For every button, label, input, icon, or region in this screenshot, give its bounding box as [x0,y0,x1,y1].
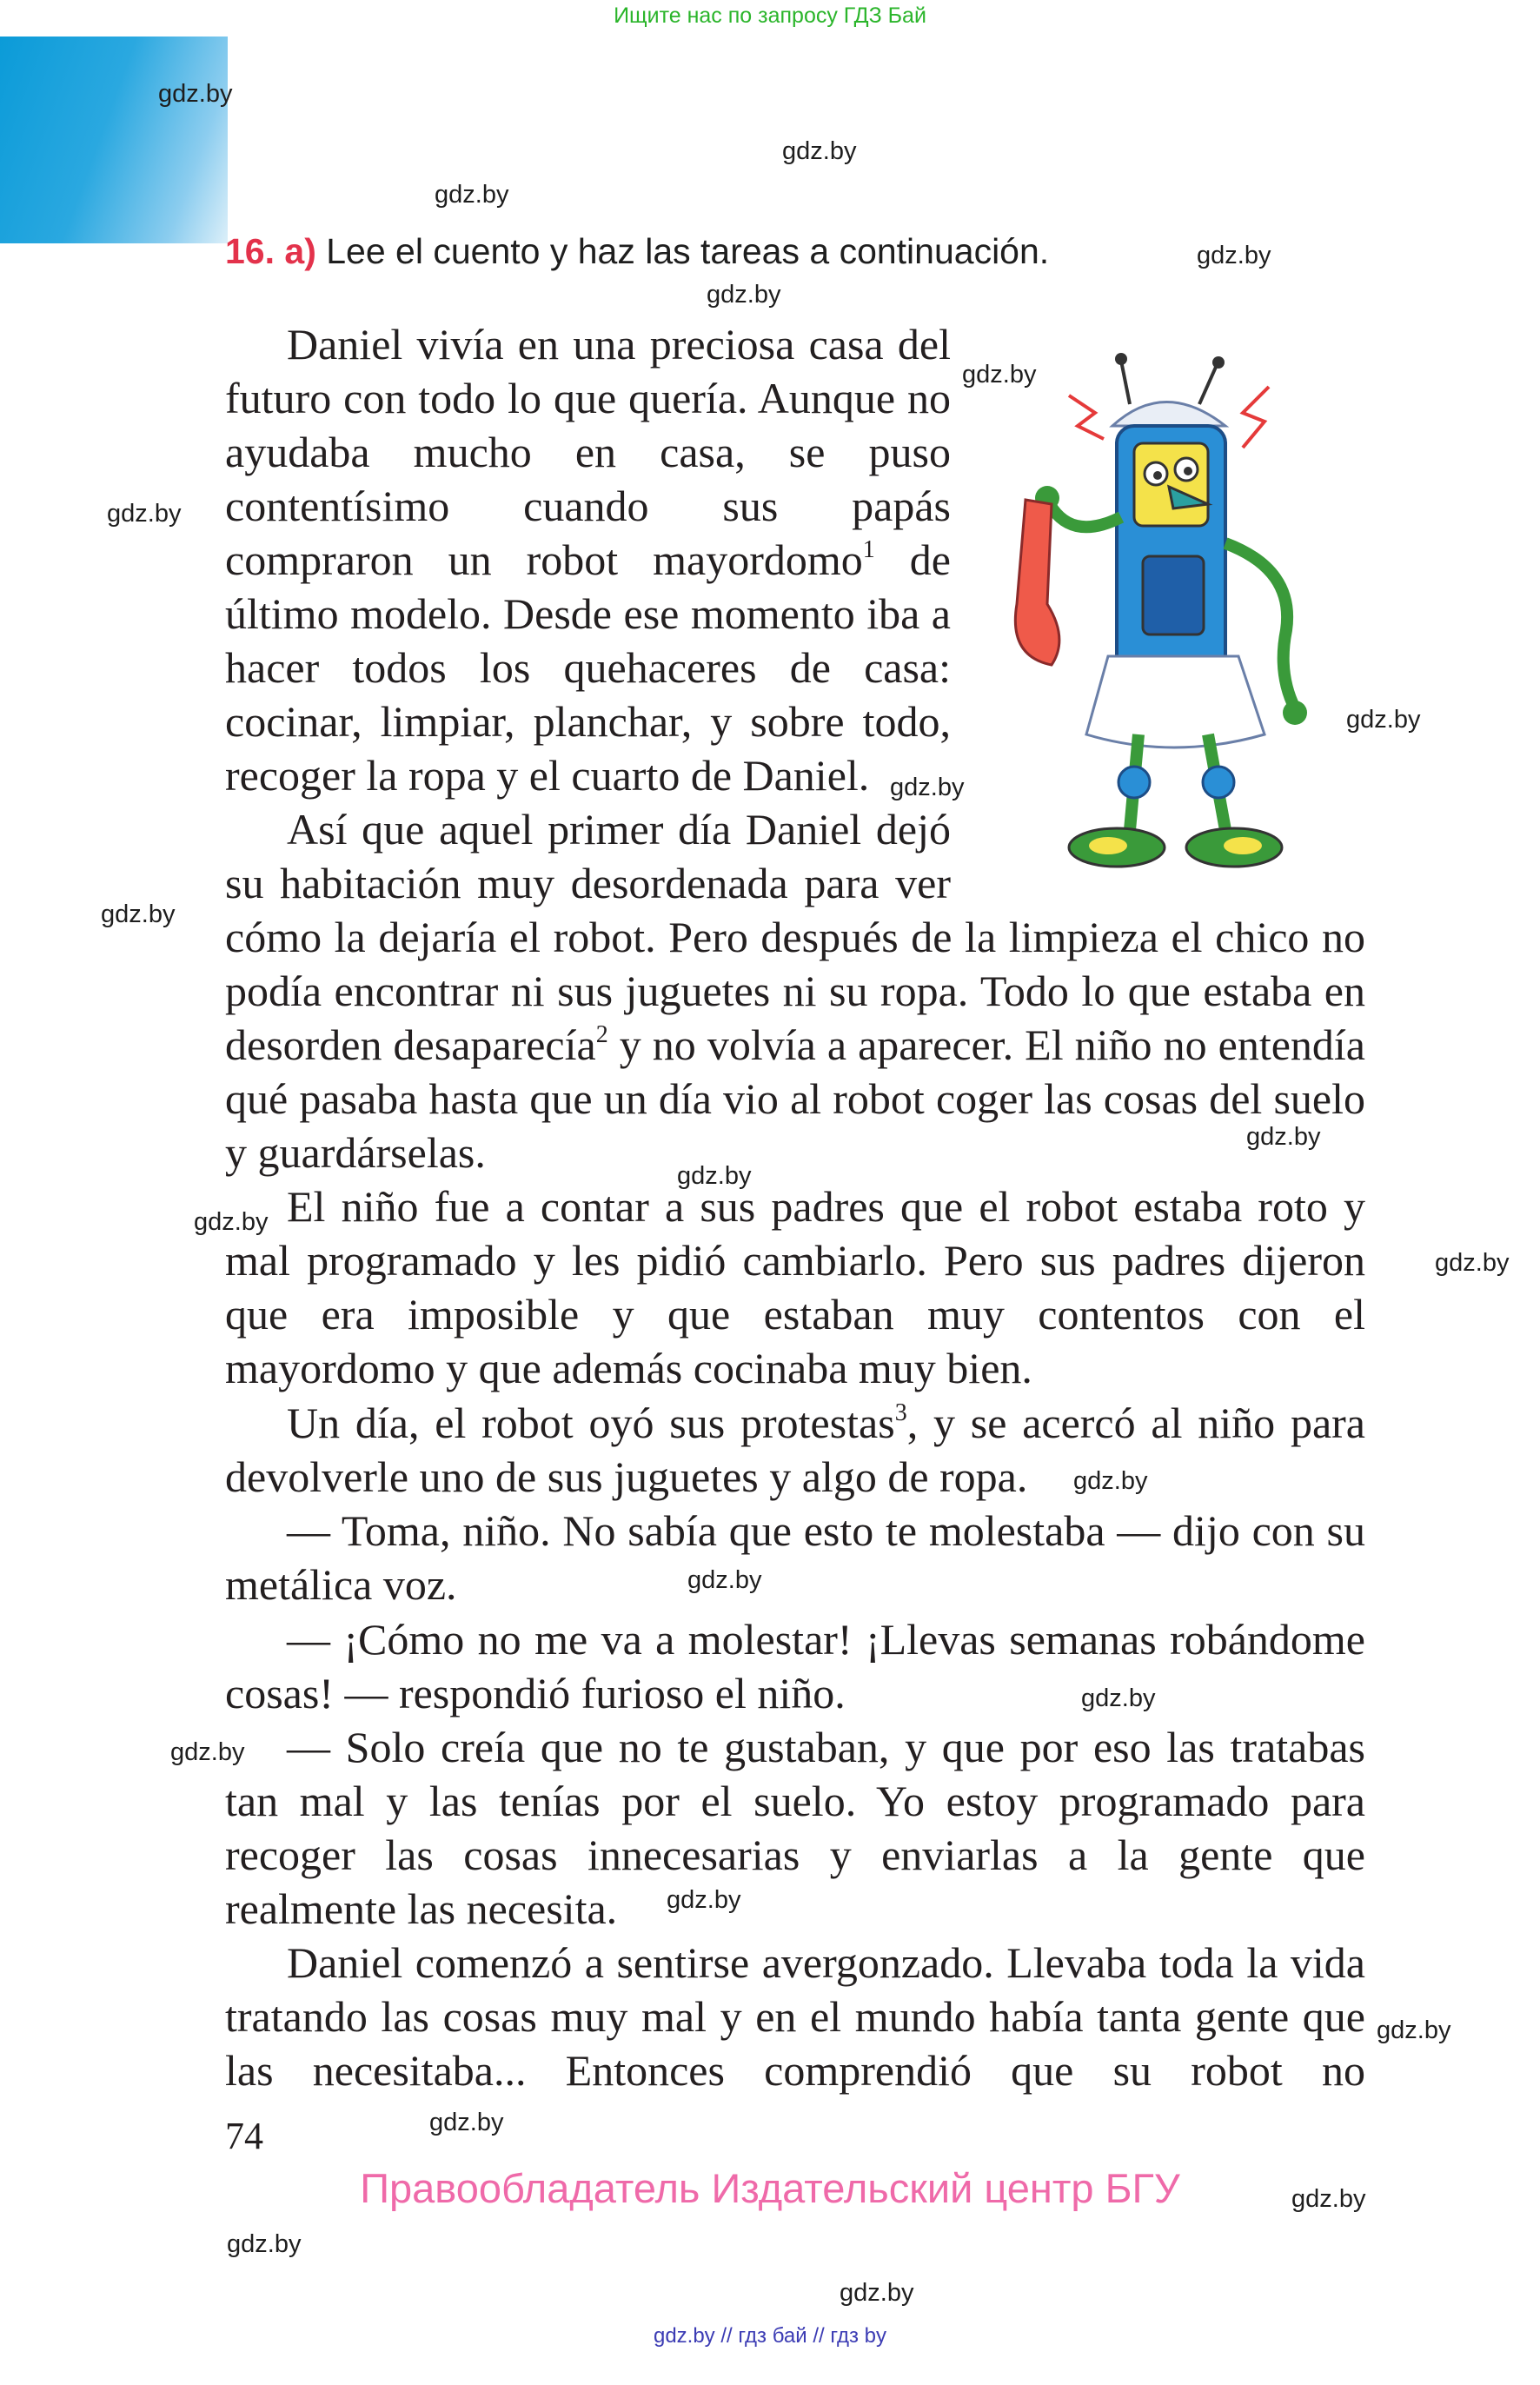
task-instruction: Lee el cuento y haz las tareas a continuación. [326,231,1050,271]
copyright-holder: Правообладатель Издательский центр БГУ [360,2165,1180,2211]
watermark: gdz.by [1435,1249,1510,1277]
footnote-mark: 3 [894,1399,907,1426]
watermark: gdz.by [170,1738,245,1766]
watermark: gdz.by [1346,706,1421,734]
story-paragraph-6: — ¡Cómo no me va a molestar! ¡Llevas semanas robándome cosas! — respondió furioso el niño. [225,1615,1365,1717]
watermark: gdz.by [1081,1684,1156,1712]
story-paragraph-1 [225,317,951,802]
watermark: gdz.by [1377,2016,1451,2044]
watermark: gdz.by [107,500,182,528]
watermark: gdz.by [435,181,509,209]
watermark: gdz.by [667,1886,741,1914]
corner-decoration [0,37,228,243]
story-paragraph-5: — Toma, niño. No sabía que esto te molestaba — dijo con su metálica voz. [225,1506,1365,1609]
watermark: gdz.by [1246,1123,1321,1151]
story-paragraph-2-continued [225,910,1365,1179]
story-text: , y se acercó al niño para devolverle uno de sus juguetes y algo de ropa. [225,1398,1365,1501]
top-search-banner: Ищите нас по запросу ГДЗ Бай [614,3,926,28]
story-text: cómo la dejaría el robot. Pero después de la limpieza el chico no podía encontrar ni sus juguetes ni su ropa. Todo lo que estaba en desorden desaparecía [225,913,1365,1069]
story-paragraph-3: El niño fue a contar a sus padres que el robot estaba roto y mal programado y les pidió cambiarlo. Pero sus padres dijeron que era imposible y que estaban muy contentos con el mayordomo y que además cocinaba muy bien. [225,1182,1365,1392]
story-text: Daniel vivía en una preciosa casa del futuro con todo lo que quería. Aunque no ayudaba mucho en casa, se puso contentísimo cuando sus papás compraron un robot mayordomo [225,320,951,584]
watermark: gdz.by [840,2279,914,2307]
watermark: gdz.by [1197,242,1271,269]
watermark: gdz.by [429,2109,504,2136]
watermark: gdz.by [158,80,233,108]
footer-links[interactable]: gdz.by // гдз бай // гдз by [653,2324,887,2348]
watermark: gdz.by [1291,2185,1366,2213]
story-text: y no volvía a aparecer. El niño no entendía qué pasaba hasta que un día vio al robot coger las cosas del suelo y guardárselas. [225,1020,1365,1177]
watermark: gdz.by [687,1566,762,1594]
watermark: gdz.by [677,1162,752,1190]
watermark: gdz.by [782,137,857,165]
footnote-mark: 2 [595,1021,608,1048]
footnote-mark: 1 [862,536,875,563]
story-text: de último modelo. Desde ese momento iba a hacer todos los quehaceres de casa: cocinar, limpiar, planchar, y sobre todo, recoger la ropa y el cuarto de Daniel. [225,535,951,800]
watermark: gdz.by [962,361,1037,389]
story-paragraph-4 [225,1396,1365,1504]
watermark: gdz.by [890,774,965,801]
task-heading [225,231,1049,272]
page-number: 74 [225,2115,263,2157]
watermark: gdz.by [707,281,781,309]
watermark: gdz.by [101,900,176,928]
story-paragraph-8: Daniel comenzó a sentirse avergonzado. Llevaba toda la vida tratando las cosas muy mal y en el mundo había tanta gente que las necesitaba... Entonces comprendió que su robot no [225,1938,1365,2095]
task-number: 16. а) [225,231,316,271]
watermark: gdz.by [1073,1467,1148,1495]
story-paragraph-2-start: Así que aquel primer día Daniel dejó su habitación muy desordenada para ver [225,805,951,907]
story-text: Un día, el robot oyó sus protestas [287,1398,895,1447]
watermark: gdz.by [227,2230,302,2258]
robot-butler-illustration [965,343,1382,891]
watermark: gdz.by [194,1208,269,1236]
story-paragraph-7: — Solo creía que no te gustaban, y que por eso las tratabas tan mal y las tenías por el suelo. Yo estoy programado para recoger las cosas innecesarias y enviarlas a la gente que realmente las necesita. [225,1723,1365,1933]
